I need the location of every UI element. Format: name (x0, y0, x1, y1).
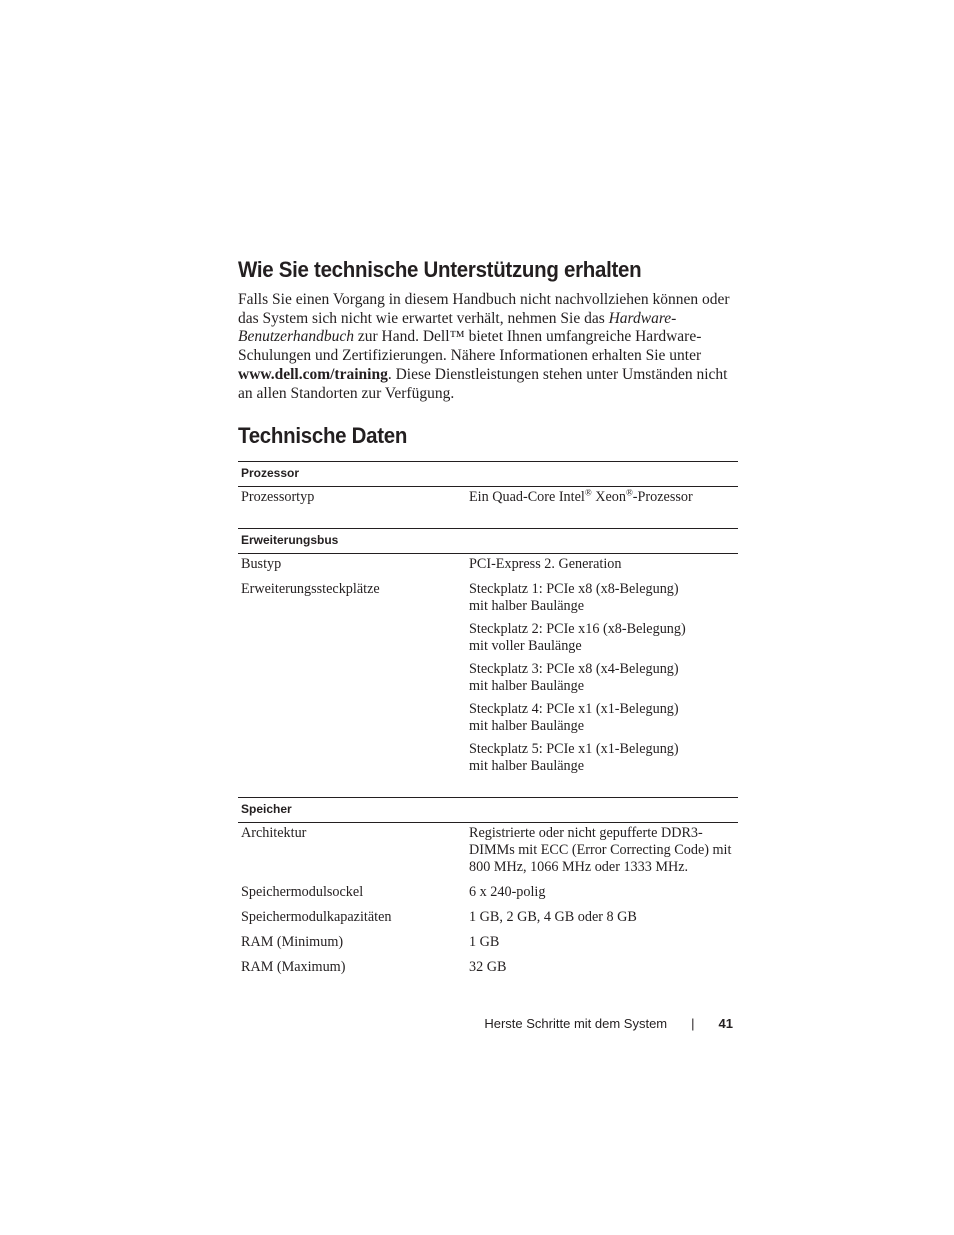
spec-label: RAM (Maximum) (241, 959, 346, 976)
page-content (238, 255, 738, 982)
slot-line: mit halber Baulänge (469, 598, 585, 615)
spec-label: RAM (Minimum) (241, 934, 344, 951)
slot-line: Steckplatz 4: PCIe x1 (x1-Belegung) (469, 701, 679, 718)
slot-line: mit halber Baulänge (469, 718, 585, 735)
slot-line: Steckplatz 5: PCIe x1 (x1-Belegung) (469, 741, 679, 758)
slot-line: mit halber Baulänge (469, 758, 585, 775)
registered-mark: ® (625, 487, 633, 498)
processor-text-c: -Prozessor (632, 489, 693, 506)
heading-support: Wie Sie technische Unterstützung erhalten (238, 257, 642, 282)
training-url: www.dell.com/training (238, 365, 388, 383)
section-row-processor (238, 462, 738, 487)
manual-title: Hardware-Benutzerhandbuch (238, 309, 677, 346)
section-title-bus: Erweiterungsbus (238, 529, 738, 554)
spec-value-slots (466, 579, 738, 781)
section-row-bus (238, 529, 738, 554)
support-text-2: zur Hand. Dell™ bietet Ihnen umfangreiche Hardware-Schulungen und Zertifizierungen. Nähere Informationen erhalten Sie unter (238, 328, 702, 365)
section-title-memory: Speicher (238, 798, 738, 823)
heading-specs: Technische Daten (238, 423, 408, 449)
slot-entry (469, 661, 738, 695)
processor-text-b: Xeon (591, 489, 626, 506)
section-title-processor: Prozessor (238, 462, 738, 487)
spec-value: 1 GB (469, 934, 500, 951)
table-row (238, 487, 738, 513)
footer-chapter: Herste Schritte mit dem System (484, 1016, 668, 1031)
footer-separator: | (691, 1016, 695, 1031)
slot-entry (469, 581, 738, 615)
slot-entry (469, 741, 738, 775)
page-footer (484, 1016, 733, 1031)
spec-value (466, 487, 738, 513)
spec-value: 1 GB, 2 GB, 4 GB oder 8 GB (469, 909, 637, 926)
table-row (238, 823, 738, 883)
table-row (238, 907, 738, 932)
section-row-memory (238, 798, 738, 823)
registered-mark: ® (584, 487, 592, 498)
support-paragraph (238, 291, 738, 403)
slot-line: Steckplatz 1: PCIe x8 (x8-Belegung) (469, 581, 679, 598)
table-row (238, 579, 738, 781)
spec-label: Architektur (241, 825, 307, 842)
slot-entry (469, 621, 738, 655)
slot-line: Steckplatz 2: PCIe x16 (x8-Belegung) (469, 621, 686, 638)
specs-table (238, 461, 738, 982)
spec-label: Erweiterungssteckplätze (241, 581, 380, 598)
table-row (238, 957, 738, 982)
slot-line: mit voller Baulänge (469, 638, 582, 655)
table-row (238, 882, 738, 907)
page-number: 41 (718, 1016, 733, 1031)
slot-line: Steckplatz 3: PCIe x8 (x4-Belegung) (469, 661, 679, 678)
spec-label: Bustyp (241, 556, 282, 573)
slot-line: mit halber Baulänge (469, 678, 585, 695)
spec-value: Registrierte oder nicht gepufferte DDR3-DIMMs mit ECC (Error Correcting Code) mit 800 MHz, 1066 MHz oder 1333 MHz. (469, 825, 732, 876)
spec-label: Speichermodulsockel (241, 884, 364, 901)
support-text-3: . Diese Dienstleistungen stehen unter Umständen nicht an allen Standorten zur Verfügung. (238, 365, 728, 402)
table-row (238, 554, 738, 580)
slot-entry (469, 701, 738, 735)
spec-value: 6 x 240-polig (469, 884, 546, 901)
spec-label: Speichermodulkapazitäten (241, 909, 392, 926)
table-row (238, 932, 738, 957)
spec-value: 32 GB (469, 959, 507, 976)
spec-label: Prozessortyp (241, 489, 315, 506)
processor-text-a: Ein Quad-Core Intel (469, 489, 585, 506)
spec-value: PCI-Express 2. Generation (469, 556, 622, 573)
support-text-1: Falls Sie einen Vorgang in diesem Handbuch nicht nachvollziehen können oder das System sich nicht wie erwartet verhält, nehmen Sie das (238, 291, 730, 327)
